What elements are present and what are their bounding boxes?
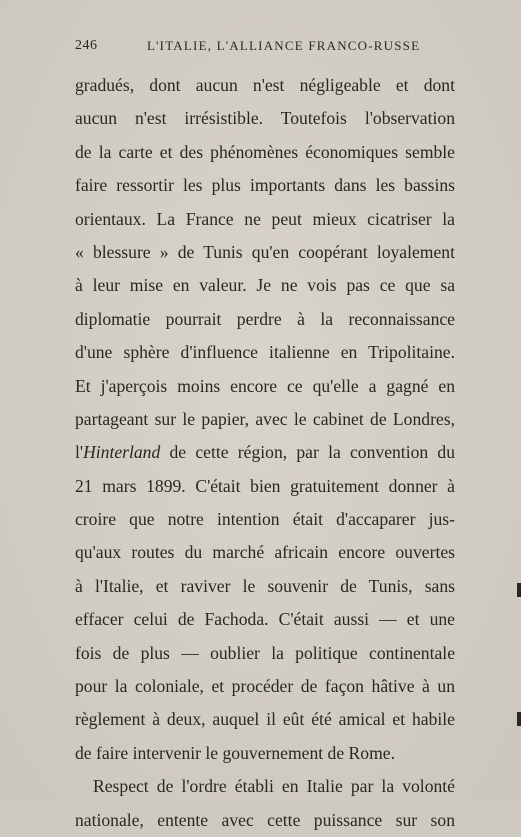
page-number: 246 — [75, 38, 98, 53]
text-line: orientaux. La France ne peut mieux cicatriser la — [75, 208, 455, 229]
text-line: à l'Italie, et raviver le souvenir de Tunis, sans — [75, 575, 455, 596]
text-segment: l' — [75, 442, 84, 463]
text-line-paragraph-start: Respect de l'ordre établi en Italie par la volonté — [93, 776, 455, 797]
text-line: à leur mise en valeur. Je ne vois pas ce que sa — [75, 275, 455, 296]
text-line: partageant sur le papier, avec le cabinet de Londres, — [75, 408, 455, 429]
text-line: diplomatie pourrait perdre à la reconnaissance — [75, 308, 455, 329]
text-line: pour la coloniale, et procéder de façon hâtive à un — [75, 676, 455, 697]
text-line: de la carte et des phénomènes économiques semble — [75, 141, 455, 162]
text-line-with-italic — [75, 436, 455, 469]
text-line: faire ressortir les plus importants dans les bassins — [75, 175, 455, 196]
text-line: Et j'aperçois moins encore ce qu'elle a gagné en — [75, 375, 455, 396]
text-line: nationale, entente avec cette puissance sur son — [75, 809, 455, 830]
text-line: règlement à deux, auquel il eût été amical et habile — [75, 709, 455, 730]
text-line: « blessure » de Tunis qu'en coopérant loyalement — [75, 241, 455, 262]
text-line: effacer celui de Fachoda. C'était aussi — et une — [75, 609, 455, 630]
text-line: croire que notre intention était d'accaparer jus- — [75, 509, 455, 530]
text-segment: de cette région, par la convention du — [160, 442, 455, 463]
page-edge-mark — [517, 583, 521, 597]
text-line: qu'aux routes du marché africain encore ouvertes — [75, 542, 455, 563]
body-text — [75, 69, 455, 837]
text-line: aucun n'est irrésistible. Toutefois l'observation — [75, 108, 455, 129]
page-header — [75, 38, 455, 58]
text-line-paragraph-end: de faire intervenir le gouvernement de Rome. — [75, 742, 395, 763]
text-line: fois de plus — oublier la politique continentale — [75, 642, 455, 663]
text-line: gradués, dont aucun n'est négligeable et dont — [75, 75, 455, 95]
running-head: L'ITALIE, L'ALLIANCE FRANCO-RUSSE — [147, 38, 421, 53]
text-line: d'une sphère d'influence italienne en Tripolitaine. — [75, 342, 455, 363]
text-line: 21 mars 1899. C'était bien gratuitement donner à — [75, 475, 455, 496]
italic-term: Hinterland — [83, 442, 161, 463]
page-edge-mark — [517, 712, 521, 726]
